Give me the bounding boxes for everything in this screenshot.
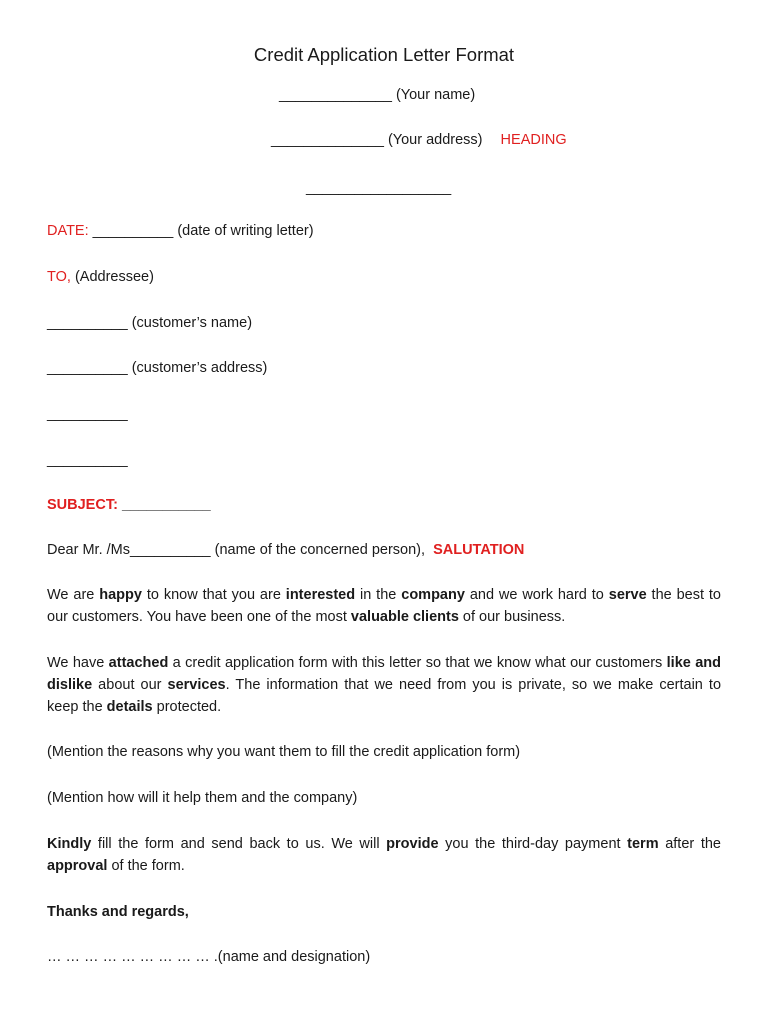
customer-name-hint: (customer’s name): [131, 315, 253, 331]
your-address-hint: (Your address): [387, 132, 483, 148]
your-name-hint: (Your name): [395, 87, 476, 103]
signature-line: [47, 948, 370, 966]
paragraph-2: We have attached a credit application form with this letter so that we know what our customers like and dislike about our services. The information that we need from you is private, so we make certain to keep the details protected.: [47, 655, 722, 715]
customer-name-blank: __________: [47, 315, 128, 331]
heading-extra-blank: __________________: [306, 180, 452, 196]
salutation-line: [47, 541, 524, 559]
customer-address-line: [47, 359, 267, 377]
salutation-label: SALUTATION: [433, 542, 525, 558]
customer-line-4: __________: [47, 452, 128, 468]
customer-address-hint: (customer’s address): [131, 360, 268, 376]
subject-line: [47, 496, 211, 514]
customer-name-line: [47, 314, 252, 332]
paragraph-1: We are happy to know that you are interested in the company and we work hard to serve the best to our customers. You have been one of the most valuable clients of our business.: [47, 587, 721, 625]
your-name-line: [279, 86, 475, 104]
signature-hint: (name and designation): [217, 949, 371, 965]
subject-blank: ___________: [121, 497, 211, 513]
your-address-blank: ______________: [271, 132, 384, 148]
to-label: TO,: [47, 269, 71, 285]
date-label: DATE:: [47, 223, 89, 239]
mention-help: (Mention how will it help them and the company): [47, 790, 358, 806]
date-line: [47, 222, 314, 240]
to-hint: (Addressee): [74, 269, 154, 285]
signature-dots: … … … … … … … … … .: [47, 949, 218, 965]
document-title: Credit Application Letter Format: [253, 44, 515, 65]
your-address-line: [271, 131, 567, 149]
paragraph-3: Kindly fill the form and send back to us. We will provide you the third-day payment term after the approval of the form.: [47, 836, 721, 874]
to-line: [47, 268, 154, 286]
customer-address-blank: __________: [47, 360, 128, 376]
date-hint: (date of writing letter): [177, 223, 314, 239]
mention-reasons: (Mention the reasons why you want them to fill the credit application form): [47, 744, 521, 760]
your-name-blank: ______________: [279, 87, 392, 103]
date-blank: __________: [92, 223, 174, 239]
closing: Thanks and regards,: [47, 904, 189, 920]
salutation-text: Dear Mr. /Ms__________ (name of the concerned person),: [47, 542, 426, 558]
subject-label: SUBJECT:: [47, 497, 118, 513]
heading-label: HEADING: [500, 132, 567, 148]
customer-line-3: __________: [47, 406, 128, 422]
